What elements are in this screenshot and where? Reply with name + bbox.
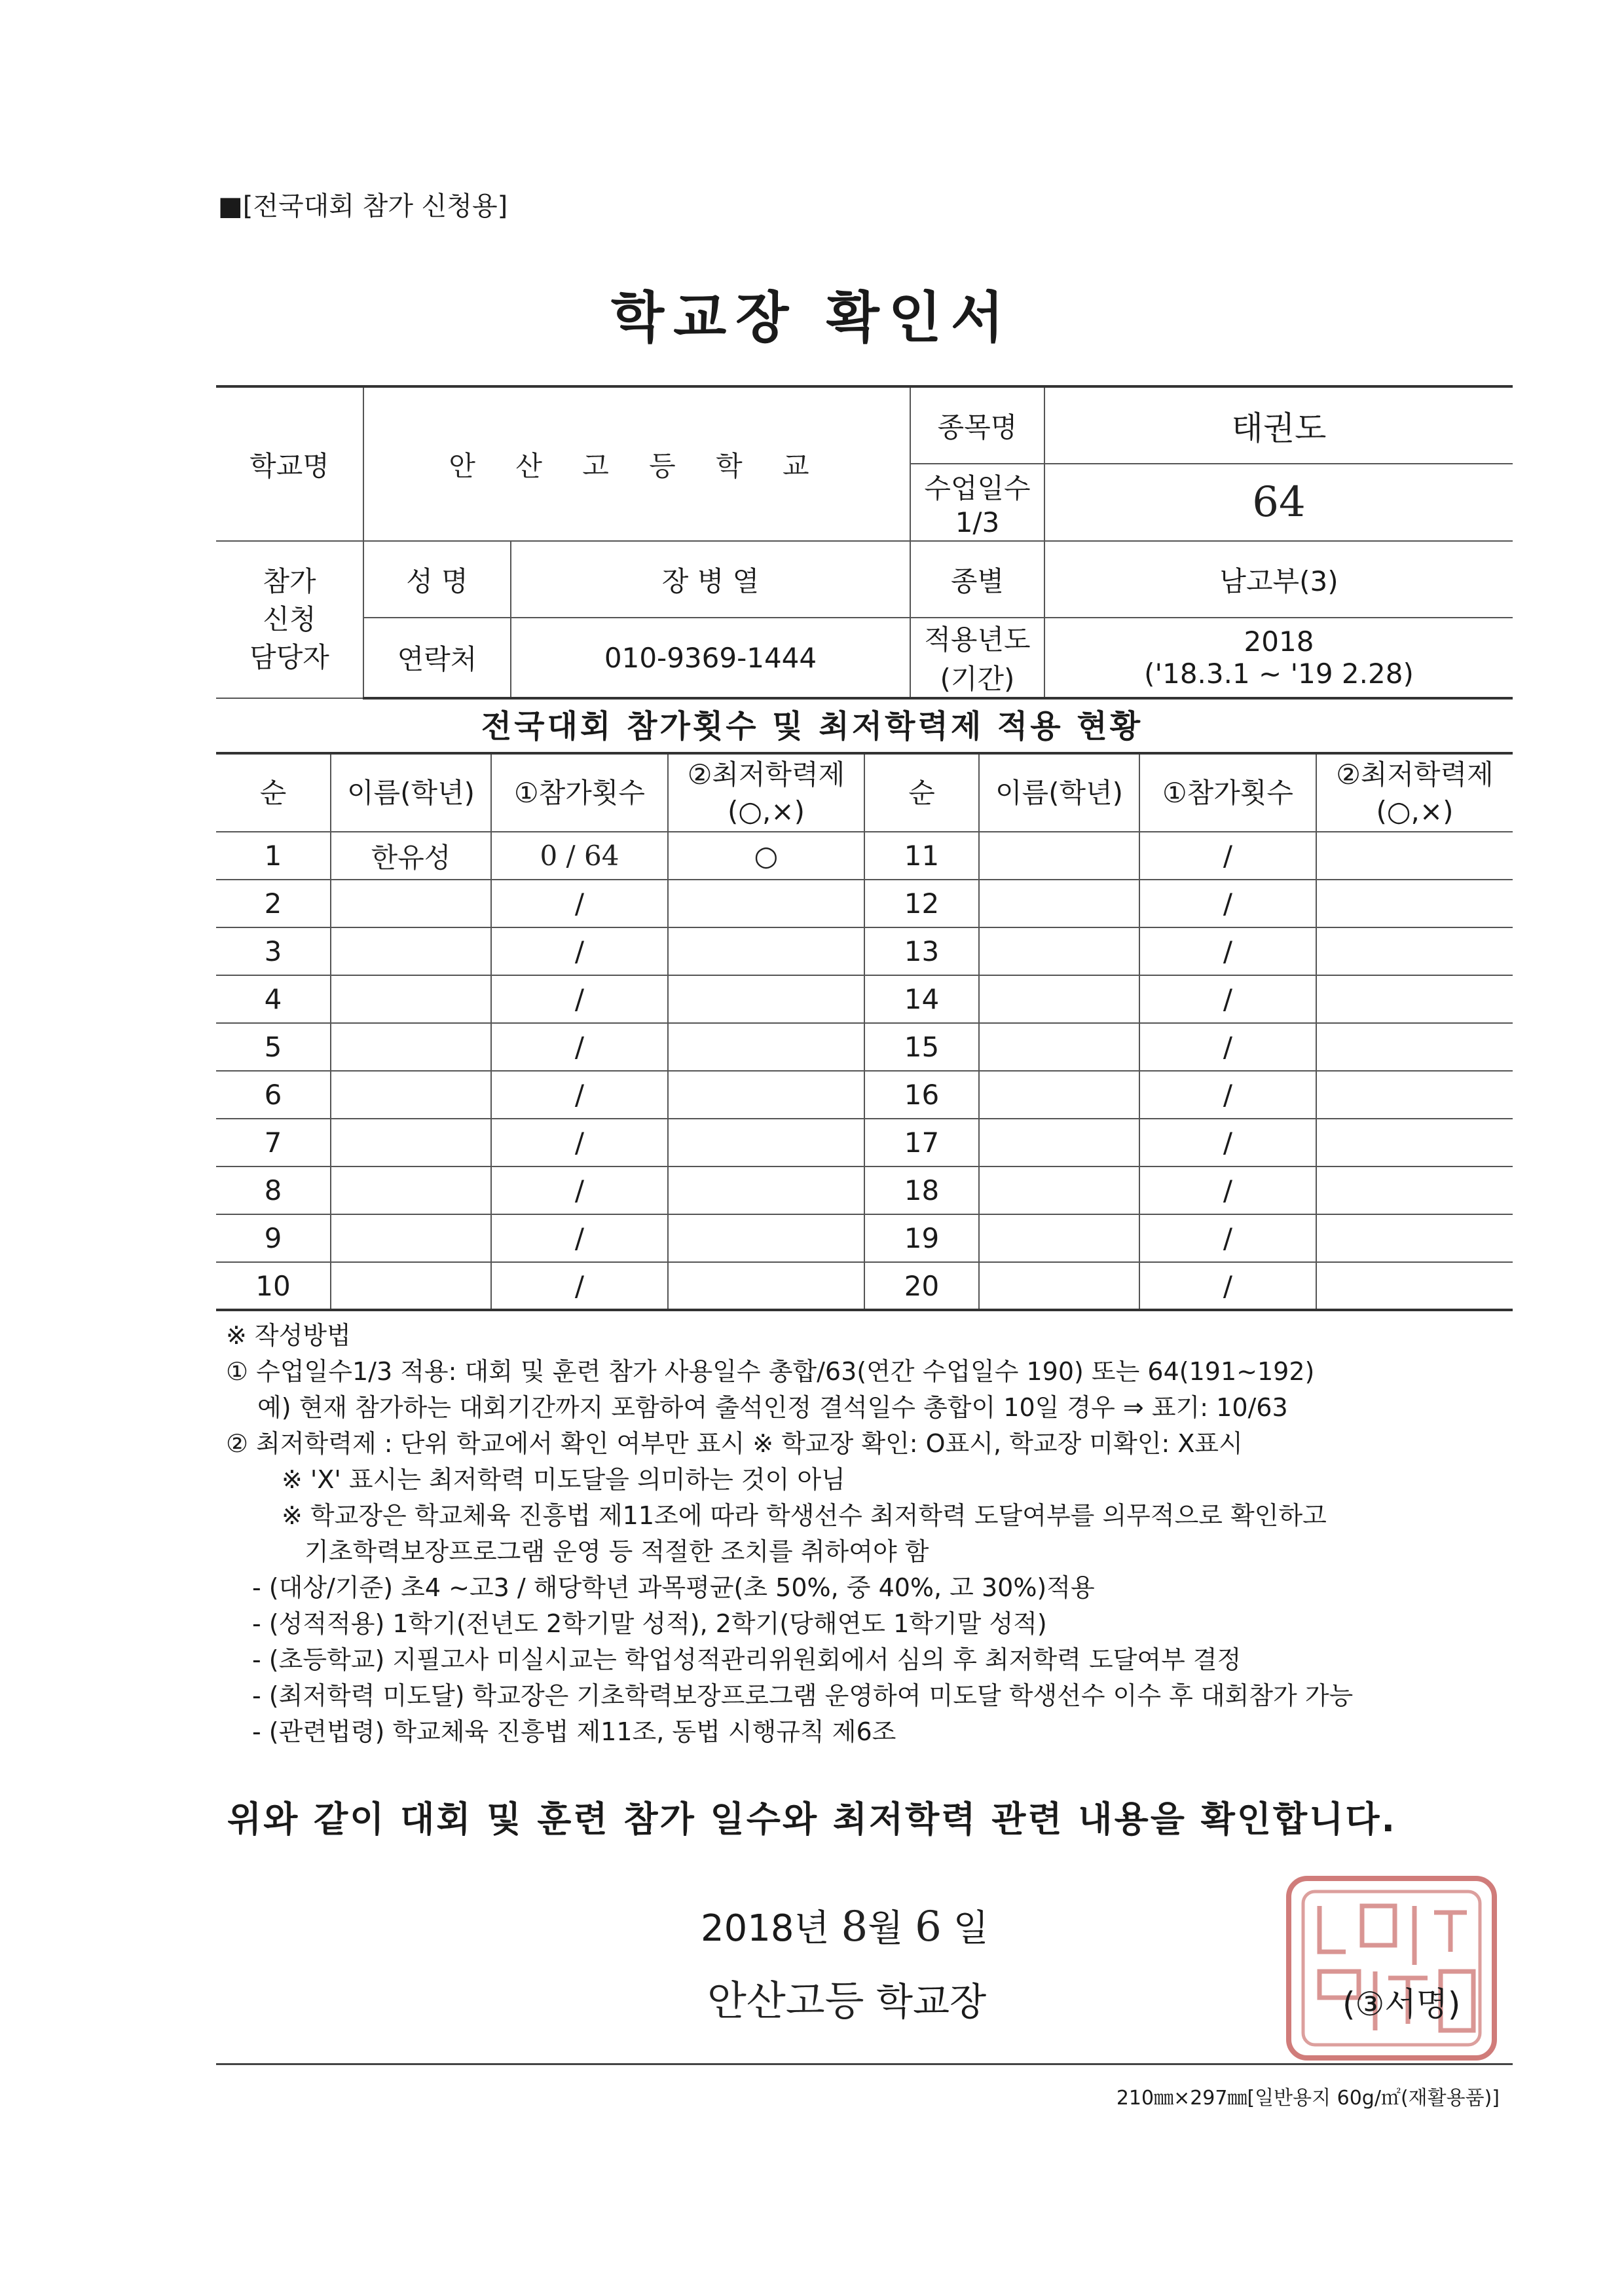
row-min [668,1166,864,1214]
row-count: / [491,1262,668,1310]
row-number: 9 [216,1214,331,1262]
signature-label: (③서명) [1342,1985,1461,2023]
row-name [331,927,491,975]
sport-value: 태권도 [1044,386,1513,464]
table-row [216,975,1513,1023]
sport-label: 종목명 [910,386,1044,464]
row-number: 4 [216,975,331,1023]
row-count: / [491,880,668,927]
row-name [331,1262,491,1310]
bottom-rule [216,2063,1513,2065]
school-label: 학교명 [216,386,363,541]
school-value: 안 산 고 등 학 교 [363,386,910,541]
row-min-2 [1316,832,1513,880]
row-number-2: 17 [864,1119,979,1166]
row-min-2 [1316,1262,1513,1310]
date-month: 8 [841,1903,868,1951]
note-line: ※ 작성방법 [226,1321,351,1350]
note-line: - (초등학교) 지필고사 미실시교는 학업성적관리위원회에서 심의 후 최저학력 도달여부 결정 [252,1645,1242,1674]
row-number: 5 [216,1023,331,1071]
note-line: - (관련법령) 학교체육 진흥법 제11조, 동법 시행규칙 제6조 [252,1717,896,1746]
note-line: ② 최저학력제 : 단위 학교에서 확인 여부만 표시 ※ 학교장 확인: O표시, 학교장 미확인: X표시 [226,1429,1243,1458]
notes [226,1318,1509,1750]
row-number-2: 20 [864,1262,979,1310]
applicant-label: 참가 신청 담당자 [216,541,363,698]
row-count-2: / [1139,1214,1316,1262]
row-name-2 [979,1166,1139,1214]
table-row [216,927,1513,975]
table-row [216,1023,1513,1071]
row-min [668,927,864,975]
header-min: ②최저학력제 (○,×) [668,753,864,832]
row-count-2: / [1139,1023,1316,1071]
row-number-2: 14 [864,975,979,1023]
table-row [216,1166,1513,1214]
date-day-unit: 일 [953,1907,989,1950]
form-tag: ■[전국대회 참가 신청용] [218,191,508,221]
row-count-2: / [1139,832,1316,880]
row-min-2 [1316,880,1513,927]
row-count: / [491,1214,668,1262]
row-number: 1 [216,832,331,880]
table-row [216,1262,1513,1310]
row-number: 7 [216,1119,331,1166]
note-line: ① 수업일수1/3 적용: 대회 및 훈련 참가 사용일수 총합/63(연간 수업일수 190) 또는 64(191~192) [226,1357,1315,1386]
row-name [331,1166,491,1214]
name-label: 성 명 [363,541,511,618]
row-name-2 [979,927,1139,975]
row-name: 한유성 [331,832,491,880]
row-number-2: 15 [864,1023,979,1071]
table-row [216,1071,1513,1119]
section-title: 전국대회 참가횟수 및 최저학력제 적용 현황 [481,708,1143,745]
row-count-2: / [1139,1262,1316,1310]
row-number-2: 19 [864,1214,979,1262]
days-value: 64 [1044,464,1513,541]
note-line: ※ 학교장은 학교체육 진흥법 제11조에 따라 학생선수 최저학력 도달여부를 의무적으로 확인하고 [282,1501,1327,1530]
row-count: / [491,1166,668,1214]
row-name-2 [979,975,1139,1023]
note-line: - (최저학력 미도달) 학교장은 기초학력보장프로그램 운영하여 미도달 학생선수 이수 후 대회참가 가능 [252,1681,1354,1710]
name-value: 장 병 열 [511,541,910,618]
row-count-2: / [1139,1071,1316,1119]
header-no-2: 순 [864,753,979,832]
contact-value: 010-9369-1444 [511,618,910,698]
date-day: 6 [915,1903,942,1951]
row-count-2: / [1139,880,1316,927]
row-number: 2 [216,880,331,927]
header-no: 순 [216,753,331,832]
participation-table [216,752,1513,1311]
row-name [331,1214,491,1262]
table-row [216,880,1513,927]
row-count-2: / [1139,1119,1316,1166]
row-name [331,880,491,927]
date-month-unit: 월 [868,1907,904,1950]
row-min-2 [1316,1119,1513,1166]
category-value: 남고부(3) [1044,541,1513,618]
signatory [707,1968,986,2026]
year-value: 2018 ('18.3.1 ~ '19 2.28) [1044,618,1513,698]
row-min [668,1119,864,1166]
row-count-2: / [1139,975,1316,1023]
row-min [668,1023,864,1071]
row-count-2: / [1139,1166,1316,1214]
row-count: / [491,1119,668,1166]
row-name-2 [979,880,1139,927]
row-number: 6 [216,1071,331,1119]
paper-spec: 210㎜×297㎜[일반용지 60g/㎡(재활용품)] [1116,2087,1500,2110]
row-name [331,1023,491,1071]
issue-date [701,1899,989,1952]
row-number-2: 12 [864,880,979,927]
row-name-2 [979,1023,1139,1071]
table-row [216,1214,1513,1262]
row-min-2 [1316,1023,1513,1071]
days-label: 수업일수 1/3 [910,464,1044,541]
signatory-school: 안산고등 [707,1977,864,2024]
note-line: - (대상/기준) 초4 ~고3 / 해당학년 과목평균(초 50%, 중 40%, 고 30%)적용 [252,1573,1095,1602]
row-name [331,975,491,1023]
header-min-2: ②최저학력제 (○,×) [1316,753,1513,832]
header-count: ①참가횟수 [491,753,668,832]
row-min: ○ [668,832,864,880]
row-min-2 [1316,1166,1513,1214]
category-label: 종별 [910,541,1044,618]
row-name [331,1071,491,1119]
table-row [216,1119,1513,1166]
note-line: 기초학력보장프로그램 운영 등 적절한 조치를 취하여야 함 [304,1537,929,1566]
row-count: / [491,1023,668,1071]
confirmation-statement: 위와 같이 대회 및 훈련 참가 일수와 최저학력 관련 내용을 확인합니다. [227,1799,1397,1840]
row-min-2 [1316,927,1513,975]
row-number-2: 11 [864,832,979,880]
header-name: 이름(학년) [331,753,491,832]
row-number: 8 [216,1166,331,1214]
row-name-2 [979,1262,1139,1310]
row-min [668,1262,864,1310]
row-count: / [491,975,668,1023]
note-line: 예) 현재 참가하는 대회기간까지 포함하여 출석인정 결석일수 총합이 10일 경우 ⇒ 표기: 10/63 [257,1393,1288,1422]
note-line: - (성적적용) 1학기(전년도 2학기말 성적), 2학기(당해연도 1학기말 성적) [252,1609,1047,1638]
row-count: / [491,927,668,975]
row-name-2 [979,1214,1139,1262]
row-name-2 [979,1071,1139,1119]
row-min-2 [1316,975,1513,1023]
row-count: 0 / 64 [491,832,668,880]
document-title: 학교장 확인서 [610,286,1014,350]
row-count: / [491,1071,668,1119]
row-number-2: 13 [864,927,979,975]
header-name-2: 이름(학년) [979,753,1139,832]
row-number-2: 18 [864,1166,979,1214]
row-min [668,1214,864,1262]
header-count-2: ①참가횟수 [1139,753,1316,832]
signatory-title: 학교장 [876,1979,987,2024]
row-min-2 [1316,1214,1513,1262]
row-min-2 [1316,1071,1513,1119]
row-number: 10 [216,1262,331,1310]
row-min [668,975,864,1023]
row-number: 3 [216,927,331,975]
info-table [216,385,1513,700]
row-name-2 [979,1119,1139,1166]
row-number-2: 16 [864,1071,979,1119]
date-year: 2018년 [701,1907,830,1950]
year-label: 적용년도 (기간) [910,618,1044,698]
row-count-2: / [1139,927,1316,975]
note-line: ※ 'X' 표시는 최저학력 미도달을 의미하는 것이 아님 [282,1465,845,1494]
table-row [216,832,1513,880]
school-seal-icon [1283,1873,1500,2063]
contact-label: 연락처 [363,618,511,698]
row-name [331,1119,491,1166]
row-min [668,1071,864,1119]
row-name-2 [979,832,1139,880]
row-min [668,880,864,927]
